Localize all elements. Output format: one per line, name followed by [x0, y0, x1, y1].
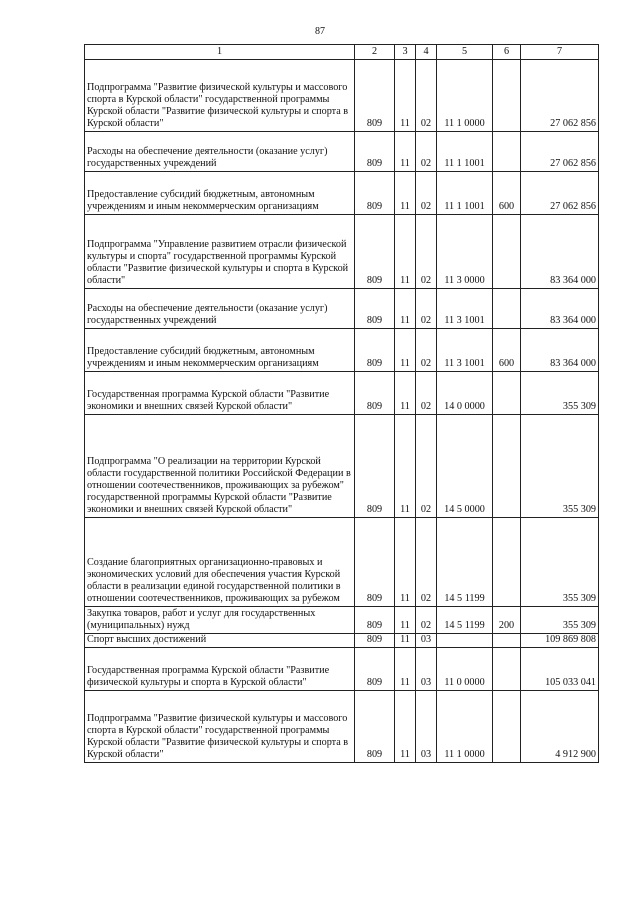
amount-cell: 4 912 900: [521, 691, 599, 763]
name-cell: Расходы на обеспечение деятельности (оказание услуг) государственных учреждений: [85, 132, 355, 172]
name-cell: Подпрограмма "Управление развитием отрасли физической культуры и спорта" государственной программы Курской области "Развитие физической культуры и спорта в Курской области": [85, 215, 355, 289]
target-article-cell: [437, 634, 493, 648]
page-number: 87: [315, 26, 325, 37]
header-cell: 1: [85, 45, 355, 60]
table-row: [85, 648, 599, 691]
admin-code-cell: 809: [355, 289, 395, 329]
amount-cell: 27 062 856: [521, 172, 599, 215]
name-cell: Предоставление субсидий бюджетным, автономным учреждениям и иным некоммерческим организациям: [85, 172, 355, 215]
expense-type-cell: [493, 132, 521, 172]
table-row: [85, 415, 599, 518]
amount-cell: 355 309: [521, 372, 599, 415]
section-cell: 11: [395, 60, 416, 132]
expense-type-cell: 600: [493, 172, 521, 215]
amount-cell: 109 869 808: [521, 634, 599, 648]
section-cell: 11: [395, 415, 416, 518]
table-row: [85, 132, 599, 172]
subsection-cell: 02: [416, 415, 437, 518]
admin-code-cell: 809: [355, 518, 395, 607]
amount-cell: 83 364 000: [521, 329, 599, 372]
header-cell: 7: [521, 45, 599, 60]
target-article-cell: 11 3 0000: [437, 215, 493, 289]
section-cell: 11: [395, 215, 416, 289]
table-row: [85, 60, 599, 132]
section-cell: 11: [395, 634, 416, 648]
table-row: [85, 289, 599, 329]
expense-type-cell: [493, 215, 521, 289]
header-cell: 2: [355, 45, 395, 60]
admin-code-cell: 809: [355, 415, 395, 518]
amount-cell: 27 062 856: [521, 60, 599, 132]
expense-type-cell: [493, 518, 521, 607]
amount-cell: 105 033 041: [521, 648, 599, 691]
target-article-cell: 14 5 0000: [437, 415, 493, 518]
name-cell: Создание благоприятных организационно-правовых и экономических условий для обеспечения участия Курской области в реализации единой государственной политики в отношении соотечественников, проживающих за рубежом: [85, 518, 355, 607]
subsection-cell: 03: [416, 634, 437, 648]
subsection-cell: 03: [416, 648, 437, 691]
expense-type-cell: [493, 648, 521, 691]
budget-table: [84, 44, 599, 763]
header-cell: 3: [395, 45, 416, 60]
section-cell: 11: [395, 648, 416, 691]
admin-code-cell: 809: [355, 215, 395, 289]
target-article-cell: 11 1 0000: [437, 691, 493, 763]
section-cell: 11: [395, 289, 416, 329]
subsection-cell: 02: [416, 607, 437, 634]
target-article-cell: 11 1 1001: [437, 172, 493, 215]
subsection-cell: 03: [416, 691, 437, 763]
target-article-cell: 11 1 0000: [437, 60, 493, 132]
target-article-cell: 14 5 1199: [437, 518, 493, 607]
amount-cell: 27 062 856: [521, 132, 599, 172]
amount-cell: 355 309: [521, 415, 599, 518]
admin-code-cell: 809: [355, 634, 395, 648]
target-article-cell: 11 3 1001: [437, 289, 493, 329]
target-article-cell: 14 5 1199: [437, 607, 493, 634]
admin-code-cell: 809: [355, 329, 395, 372]
admin-code-cell: 809: [355, 691, 395, 763]
name-cell: Предоставление субсидий бюджетным, автономным учреждениям и иным некоммерческим организациям: [85, 329, 355, 372]
expense-type-cell: [493, 691, 521, 763]
expense-type-cell: 200: [493, 607, 521, 634]
expense-type-cell: [493, 372, 521, 415]
subsection-cell: 02: [416, 215, 437, 289]
admin-code-cell: 809: [355, 172, 395, 215]
admin-code-cell: 809: [355, 372, 395, 415]
target-article-cell: 14 0 0000: [437, 372, 493, 415]
section-cell: 11: [395, 372, 416, 415]
table-row: [85, 372, 599, 415]
admin-code-cell: 809: [355, 132, 395, 172]
amount-cell: 355 309: [521, 607, 599, 634]
section-cell: 11: [395, 691, 416, 763]
subsection-cell: 02: [416, 60, 437, 132]
table-row: [85, 691, 599, 763]
subsection-cell: 02: [416, 132, 437, 172]
target-article-cell: 11 3 1001: [437, 329, 493, 372]
subsection-cell: 02: [416, 172, 437, 215]
expense-type-cell: [493, 60, 521, 132]
name-cell: Расходы на обеспечение деятельности (оказание услуг) государственных учреждений: [85, 289, 355, 329]
subsection-cell: 02: [416, 329, 437, 372]
section-cell: 11: [395, 518, 416, 607]
subsection-cell: 02: [416, 372, 437, 415]
name-cell: Подпрограмма "Развитие физической культуры и массового спорта в Курской области" государственной программы Курской области "Развитие физической культуры и спорта в Курской области": [85, 691, 355, 763]
expense-type-cell: [493, 289, 521, 329]
amount-cell: 83 364 000: [521, 289, 599, 329]
table-row: [85, 329, 599, 372]
name-cell: Подпрограмма "Развитие физической культуры и массового спорта в Курской области" государственной программы Курской области "Развитие физической культуры и спорта в Курской области": [85, 60, 355, 132]
expense-type-cell: [493, 415, 521, 518]
subsection-cell: 02: [416, 518, 437, 607]
section-cell: 11: [395, 132, 416, 172]
name-cell: Спорт высших достижений: [85, 634, 355, 648]
name-cell: Государственная программа Курской области "Развитие экономики и внешних связей Курской области": [85, 372, 355, 415]
name-cell: Закупка товаров, работ и услуг для государственных (муниципальных) нужд: [85, 607, 355, 634]
table-row: [85, 172, 599, 215]
table-row: [85, 607, 599, 634]
admin-code-cell: 809: [355, 648, 395, 691]
name-cell: Государственная программа Курской области "Развитие физической культуры и спорта в Курской области": [85, 648, 355, 691]
admin-code-cell: 809: [355, 607, 395, 634]
section-cell: 11: [395, 172, 416, 215]
target-article-cell: 11 1 1001: [437, 132, 493, 172]
name-cell: Подпрограмма "О реализации на территории Курской области государственной политики Российской Федерации в отношении соотечественников, проживающих за рубежом" государственной программы Курской области "Развитие экономики и внешних связей Курской области": [85, 415, 355, 518]
header-cell: 5: [437, 45, 493, 60]
section-cell: 11: [395, 329, 416, 372]
header-cell: 4: [416, 45, 437, 60]
table-row: [85, 634, 599, 648]
subsection-cell: 02: [416, 289, 437, 329]
expense-type-cell: 600: [493, 329, 521, 372]
admin-code-cell: 809: [355, 60, 395, 132]
amount-cell: 355 309: [521, 518, 599, 607]
expense-type-cell: [493, 634, 521, 648]
table-row: [85, 215, 599, 289]
table-header-row: [85, 45, 599, 60]
target-article-cell: 11 0 0000: [437, 648, 493, 691]
table-row: [85, 518, 599, 607]
amount-cell: 83 364 000: [521, 215, 599, 289]
section-cell: 11: [395, 607, 416, 634]
header-cell: 6: [493, 45, 521, 60]
